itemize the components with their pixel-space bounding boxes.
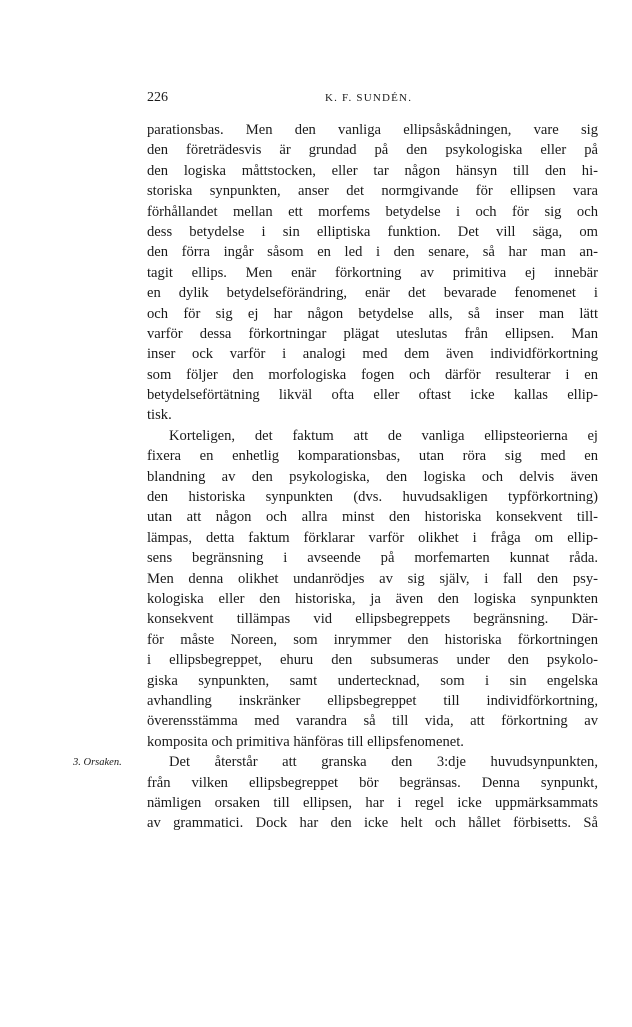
text-line: den historiska synpunkten (dvs. huvudsakligen typförkortning): [147, 489, 598, 506]
page-header: [147, 90, 598, 110]
page-number: 226: [147, 90, 168, 105]
text-line: blandning av den psykologiska, den logiska och delvis även: [147, 468, 598, 485]
text-line: tisk.: [147, 407, 172, 424]
text-line: sens begränsning i avseende på morfemarten kunnat råda.: [147, 550, 598, 567]
text-line: storiska synpunkten, anser det normgivande för ellipsen vara: [147, 183, 598, 200]
text-line: dess betydelse i sin elliptiska funktion. Det vill säga, om: [147, 223, 598, 240]
text-line: giska synpunkten, samt undertecknad, som i sin engelska: [147, 672, 598, 689]
text-line: fixera en enhetlig komparationsbas, utan röra sig med en: [147, 448, 598, 465]
text-line: överensstämma med varandra så till vida, att förkortning av: [147, 713, 598, 730]
text-line: kologiska eller den historiska, ja även den logiska synpunkten: [147, 590, 598, 607]
text-line: en dylik betydelseförändring, enär det bevarade fenomenet i: [147, 285, 598, 302]
text-line: lämpas, detta faktum förklarar varför olikhet i fråga om ellip-: [147, 529, 598, 546]
text-line: parationsbas. Men den vanliga ellipsåskådningen, vare sig: [147, 122, 598, 138]
text-line: nämligen orsaken till ellipsen, har i regel icke uppmärksammats: [147, 794, 598, 811]
text-line: avhandling inskränker ellipsbegreppet till individförkortning,: [147, 692, 598, 709]
text-line: tagit ellips. Men enär förkortning av primitiva ej innebär: [147, 264, 598, 281]
text-line: den företrädesvis är grundad på den psykologiska eller på: [147, 142, 598, 159]
text-line: den logiska måttstocken, eller tar någon hänsyn till den hi-: [147, 162, 598, 179]
text-line: den förra ingår såsom en led i den senare, så har man an-: [147, 244, 598, 261]
text-line: varför dessa förkortningar plägat uteslutas från ellipsen. Man: [147, 325, 598, 342]
paragraph-start-line: Korteligen, det faktum att de vanliga ellipsteorierna ej: [169, 427, 598, 444]
margin-note: 3. Orsaken.: [73, 756, 122, 768]
text-line: av grammatici. Dock har den icke helt och hållet förbisetts. Så: [147, 815, 598, 832]
text-line: för måste Noreen, som inrymmer den historiska förkortningen: [147, 631, 598, 648]
paragraph-start-line: Det återstår att granska den 3:dje huvudsynpunkten,: [169, 754, 598, 771]
text-line: utan att någon och allra minst den historiska konsekvent till-: [147, 509, 598, 526]
text-line: i ellipsbegreppet, ehuru den subsumeras under den psykolo-: [147, 652, 598, 669]
running-head: K. F. SUNDÉN.: [325, 92, 413, 104]
text-line: Men denna olikhet undanrödjes av sig själv, i fall den psy-: [147, 570, 598, 587]
text-line: komposita och primitiva hänföras till ellipsfenomenet.: [147, 733, 464, 750]
body-text: [147, 120, 598, 834]
text-line: betydelseförtätning likväl ofta eller oftast icke kallas ellip-: [147, 387, 598, 404]
text-line: och för sig ej har någon betydelse alls, så inser man lätt: [147, 305, 598, 322]
text-line: förhållandet mellan ett morfems betydelse i och för sig och: [147, 203, 598, 220]
text-line: konsekvent tillämpas vid ellipsbegreppets begränsning. Där-: [147, 611, 598, 628]
text-line: från vilken ellipsbegreppet bör begränsas. Denna synpunkt,: [147, 774, 598, 791]
text-line: som följer den morfologiska fogen och därför resulterar i en: [147, 366, 598, 383]
text-line: inser ock varför i analogi med dem även individförkortning: [147, 346, 598, 363]
